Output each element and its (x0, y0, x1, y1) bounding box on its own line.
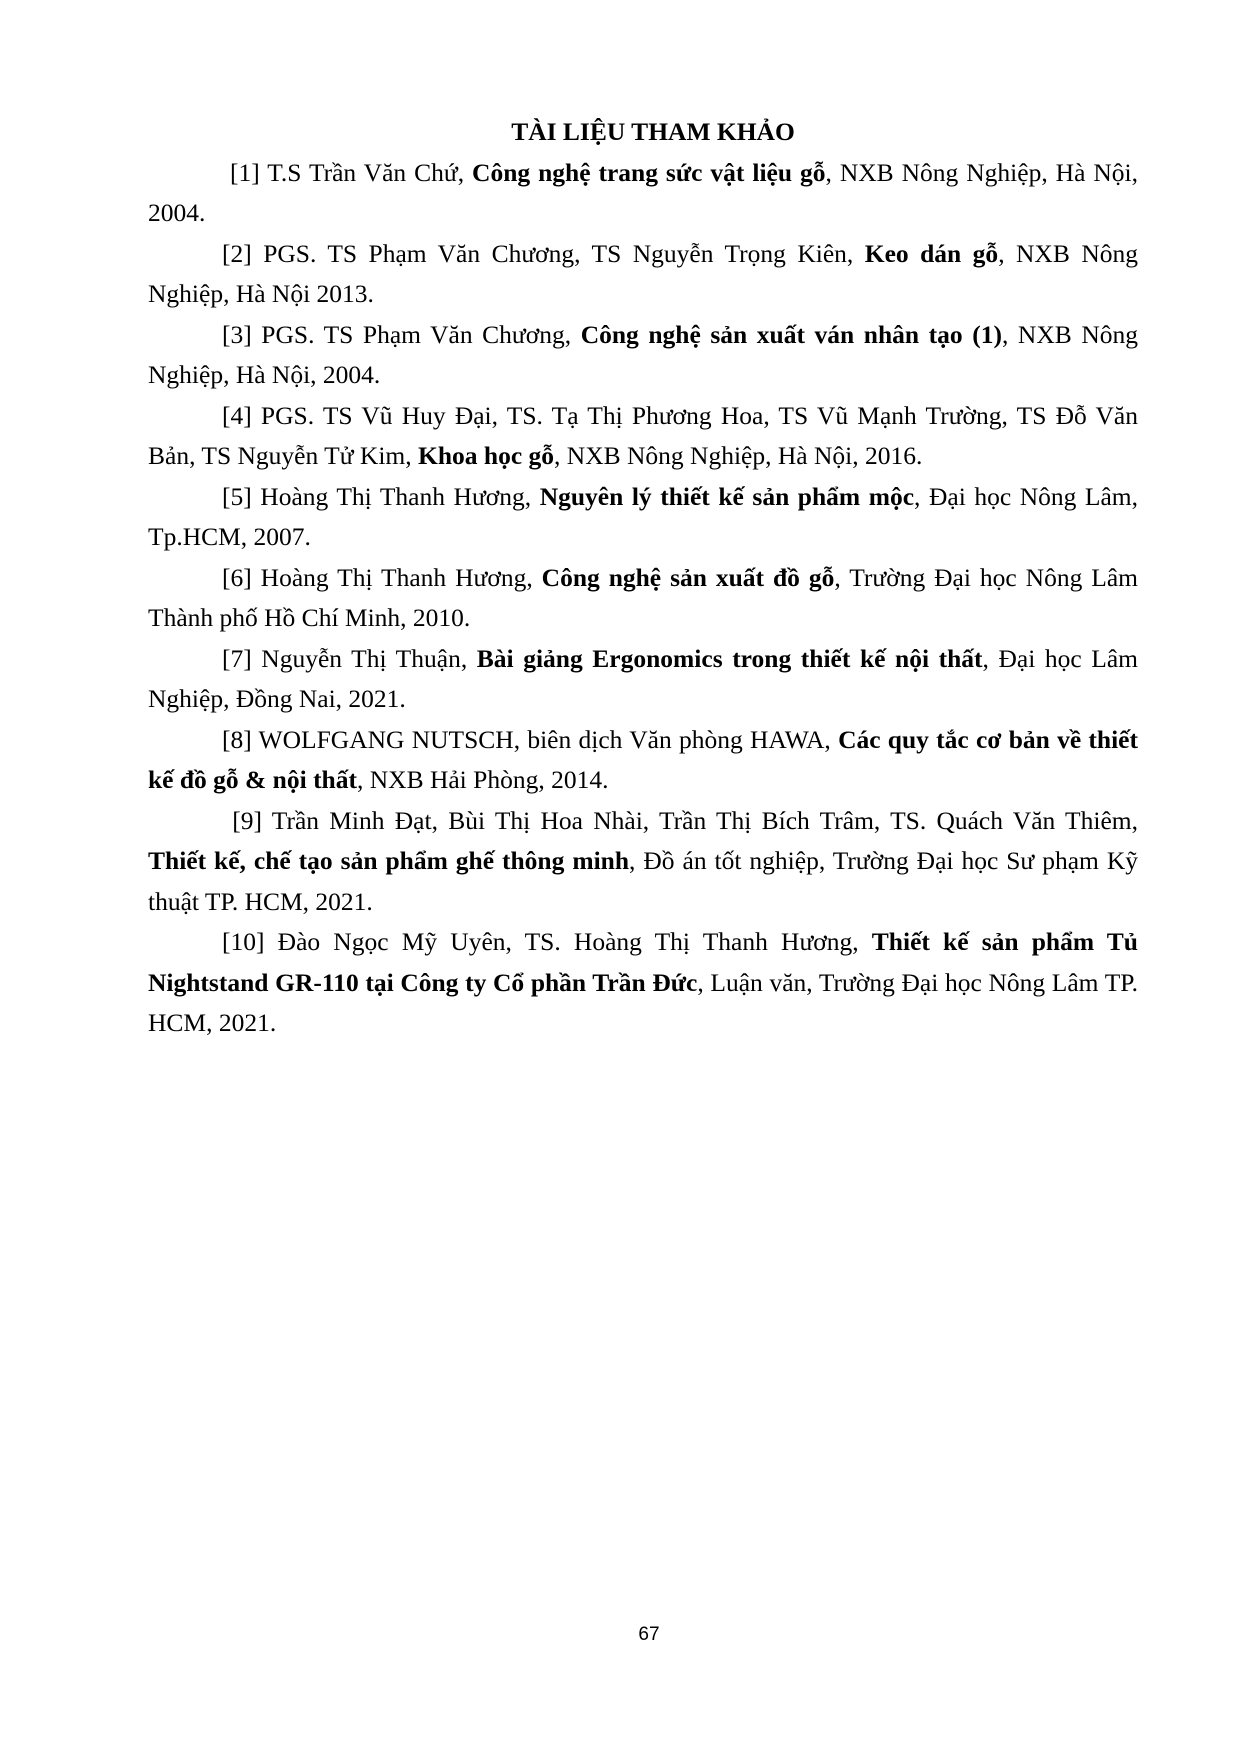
reference-authors: [1] T.S Trần Văn Chứ, (222, 157, 473, 187)
reference-publisher: , Đồ án tốt nghiệp, Trường Đại học Sư phạm Kỹ thuật TP. HCM, 2021. (148, 846, 1145, 916)
page-content (148, 112, 1145, 1044)
reference-publisher: , Luận văn, Trường Đại học Nông Lâm TP. HCM, 2021. (148, 967, 1145, 1037)
reference-authors: [10] Đào Ngọc Mỹ Uyên, TS. Hoàng Thị Thanh Hương, (222, 927, 872, 956)
reference-list (148, 153, 1145, 1044)
reference-title: Công nghệ trang sức vật liệu gỗ (472, 157, 826, 187)
reference-publisher: , Đại học Lâm Nghiệp, Đồng Nai, 2021. (148, 643, 1145, 713)
page-title: TÀI LIỆU THAM KHẢO (511, 117, 795, 146)
reference-title: Công nghệ sản xuất ván nhân tạo (1) (580, 319, 1002, 349)
reference-item-3 (148, 315, 1145, 396)
reference-item-9 (148, 801, 1145, 923)
reference-publisher: , NXB Nông Nghiệp, Hà Nội 2013. (148, 238, 1145, 308)
reference-publisher: , NXB Nông Nghiệp, Hà Nội, 2004. (148, 319, 1145, 389)
reference-item-4 (148, 396, 1145, 477)
reference-authors: [6] Hoàng Thị Thanh Hương, (222, 562, 542, 592)
reference-publisher: , NXB Hải Phòng, 2014. (356, 765, 609, 794)
page-number: 67 (638, 1624, 660, 1645)
reference-title: Thiết kế sản phẩm Tủ Nightstand GR-110 tại Công ty Cổ phần Trần Đức (148, 927, 1145, 997)
reference-item-8 (148, 720, 1145, 801)
reference-title: Keo dán gỗ (864, 238, 999, 268)
reference-publisher: , Đại học Nông Lâm, Tp.HCM, 2007. (148, 481, 1144, 551)
reference-publisher: , NXB Nông Nghiệp, Hà Nội, 2016. (554, 441, 923, 470)
reference-publisher: , NXB Nông Nghiệp, Hà Nội, 2004. (148, 157, 1145, 227)
reference-item-6 (148, 558, 1144, 639)
reference-title: Công nghệ sản xuất đồ gỗ (541, 562, 835, 592)
reference-item-2 (148, 234, 1145, 315)
reference-authors: [2] PGS. TS Phạm Văn Chương, TS Nguyễn Trọng Kiên, (222, 238, 865, 268)
reference-authors: [3] PGS. TS Phạm Văn Chương, (222, 319, 581, 349)
reference-authors: [4] PGS. TS Vũ Huy Đại, TS. Tạ Thị Phương Hoa, TS Vũ Mạnh Trường, TS Đỗ Văn Bản, TS Nguyễn Tử Kim, (148, 400, 1145, 470)
reference-authors: [7] Nguyễn Thị Thuận, (222, 643, 477, 673)
reference-title: Các quy tắc cơ bản về thiết kế đồ gỗ & nội thất (148, 724, 1145, 794)
reference-publisher: , Trường Đại học Nông Lâm Thành phố Hồ Chí Minh, 2010. (148, 562, 1144, 632)
reference-title: Bài giảng Ergonomics trong thiết kế nội thất (476, 643, 983, 673)
reference-authors: [8] WOLFGANG NUTSCH, biên dịch Văn phòng HAWA, (222, 724, 839, 754)
reference-item-5 (148, 477, 1144, 558)
reference-item-7 (148, 639, 1145, 720)
reference-title: Khoa học gỗ (418, 441, 555, 470)
reference-authors: [5] Hoàng Thị Thanh Hương, (222, 481, 540, 511)
reference-authors: [9] Trần Minh Đạt, Bùi Thị Hoa Nhài, Trần Thị Bích Trâm, TS. Quách Văn Thiêm, (222, 805, 1145, 835)
reference-item-1 (148, 153, 1145, 234)
reference-item-10 (148, 922, 1145, 1044)
reference-title: Thiết kế, chế tạo sản phẩm ghế thông minh (148, 846, 630, 875)
reference-title: Nguyên lý thiết kế sản phẩm mộc (539, 481, 915, 511)
